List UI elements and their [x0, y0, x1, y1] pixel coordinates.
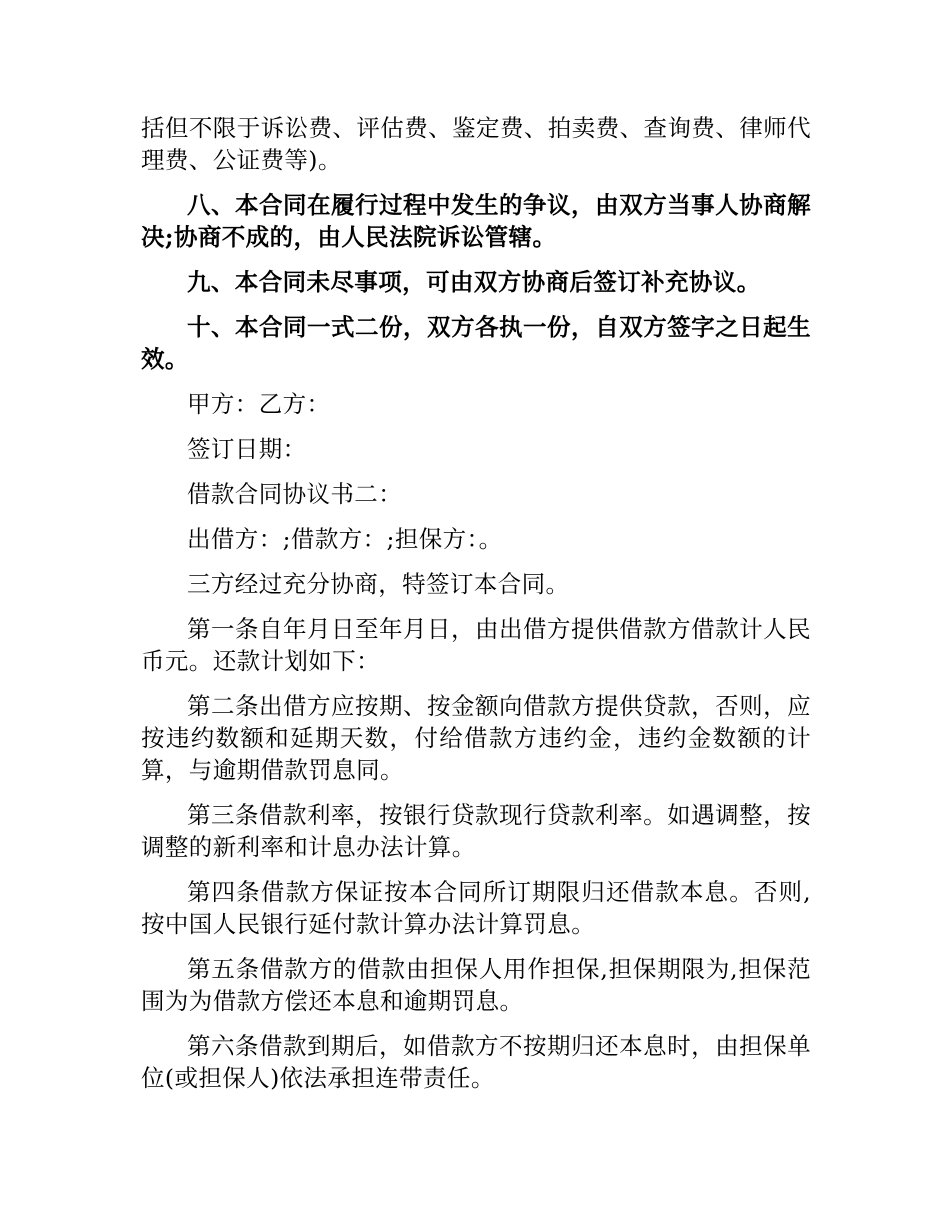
clause-9-supplementary-agreement: 九、本合同未尽事项，可由双方协商后签订补充协议。 — [187, 268, 761, 296]
article-5-guarantee: 第五条借款方的借款由担保人用作担保,担保期限为,担保范围为为借款方偿还本息和逾期罚息。 — [141, 955, 811, 1015]
signing-date-line: 签订日期： — [187, 435, 307, 463]
paragraph-costs-continued: 括但不限于诉讼费、评估费、鉴定费、拍卖费、查询费、律师代理费、公证费等)。 — [141, 114, 811, 174]
contract-two-heading: 借款合同协议书二： — [187, 480, 403, 508]
preamble: 三方经过充分协商，特签订本合同。 — [187, 570, 570, 598]
clause-8-dispute-resolution: 八、本合同在履行过程中发生的争议，由双方当事人协商解决;协商不成的，由人民法院诉讼管辖。 — [141, 191, 811, 251]
article-4-repayment: 第四条借款方保证按本合同所订期限归还借款本息。否则,按中国人民银行延付款计算办法计算罚息。 — [141, 878, 811, 938]
parties-line: 出借方：;借款方：;担保方：。 — [187, 525, 503, 553]
article-6-joint-liability: 第六条借款到期后，如借款方不按期归还本息时，由担保单位(或担保人)依法承担连带责任。 — [141, 1032, 811, 1092]
document-body — [141, 112, 811, 1107]
article-3-interest-rate: 第三条借款利率，按银行贷款现行贷款利率。如遇调整，按调整的新利率和计息办法计算。 — [141, 801, 811, 861]
signature-parties-line: 甲方：乙方： — [187, 390, 331, 418]
article-2-lender-obligation: 第二条出借方应按期、按金额向借款方提供贷款，否则，应按违约数额和延期天数，付给借款方违约金，违约金数额的计算，与逾期借款罚息同。 — [141, 692, 811, 784]
article-1-loan-amount: 第一条自年月日至年月日，由出借方提供借款方借款计人民币元。还款计划如下： — [141, 615, 811, 675]
clause-10-copies-effective: 十、本合同一式二份，双方各执一份，自双方签字之日起生效。 — [141, 313, 811, 373]
